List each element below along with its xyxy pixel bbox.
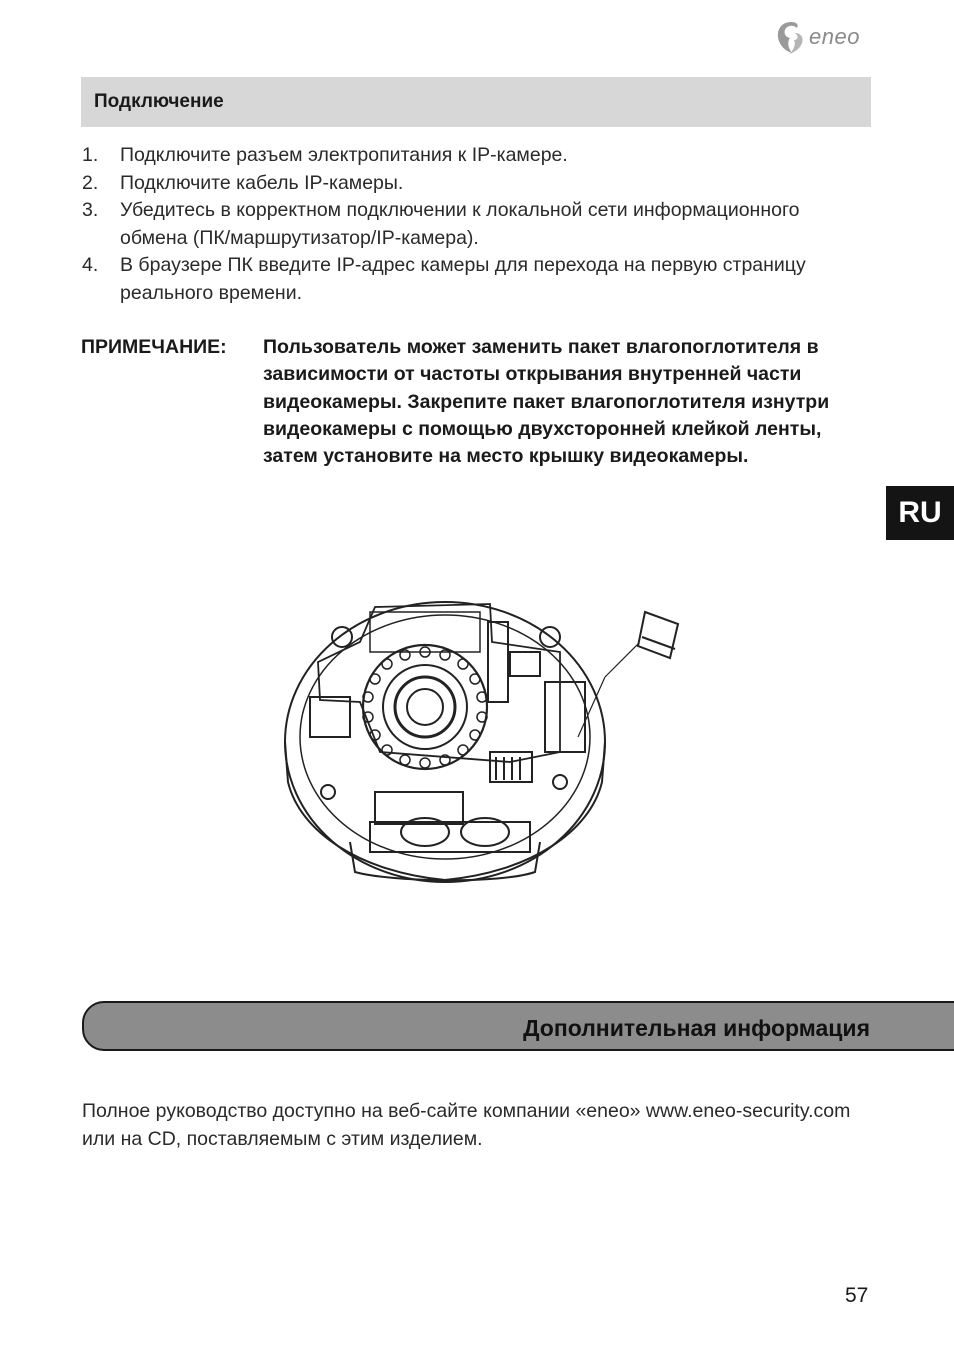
camera-drawing-icon bbox=[260, 582, 700, 912]
list-item bbox=[82, 252, 872, 307]
eneo-logo bbox=[775, 20, 875, 56]
step-number: 3. bbox=[82, 199, 99, 221]
language-tab: RU bbox=[886, 486, 954, 540]
eneo-logo-icon bbox=[775, 20, 807, 56]
list-item bbox=[82, 197, 872, 252]
note-text: Пользователь может заменить пакет влагопоглотителя в зависимости от частоты открывания внутренней части видеокамеры. Закрепите пакет влагопоглотителя изнутри видеокамеры с помощью двухсторонней клейкой ленты, затем установите на место крышку видеокамеры. bbox=[263, 336, 830, 468]
section-title: Дополнительная информация bbox=[523, 1015, 870, 1041]
connection-steps-list bbox=[82, 142, 872, 307]
page-number: 57 bbox=[845, 1284, 869, 1307]
section-header-connection bbox=[81, 77, 871, 127]
step-text: Подключите разъем электропитания к IP-камере. bbox=[120, 144, 568, 166]
step-text: Подключите кабель IP-камеры. bbox=[120, 171, 404, 194]
step-text: В браузере ПК введите IP-адрес камеры для перехода на первую страницу реального времени. bbox=[120, 254, 806, 304]
additional-info-text: Полное руководство доступно на веб-сайте компании «eneo» www.eneo-security.com или на CD, поставляемым с этим изделием. bbox=[82, 1100, 851, 1150]
list-item bbox=[82, 142, 872, 170]
step-text: Убедитесь в корректном подключении к локальной сети информационного обмена (ПК/маршрутизатор/IP-камера). bbox=[120, 199, 800, 249]
logo-text: eneo bbox=[809, 24, 860, 49]
list-item bbox=[82, 170, 872, 198]
step-number: 1. bbox=[82, 144, 99, 166]
section-title: Подключение bbox=[94, 91, 224, 112]
step-number: 2. bbox=[82, 171, 99, 194]
step-number: 4. bbox=[82, 254, 99, 276]
section-header-additional-info bbox=[82, 1001, 954, 1051]
note-label: ПРИМЕЧАНИЕ: bbox=[81, 336, 227, 358]
camera-illustration bbox=[260, 582, 700, 912]
